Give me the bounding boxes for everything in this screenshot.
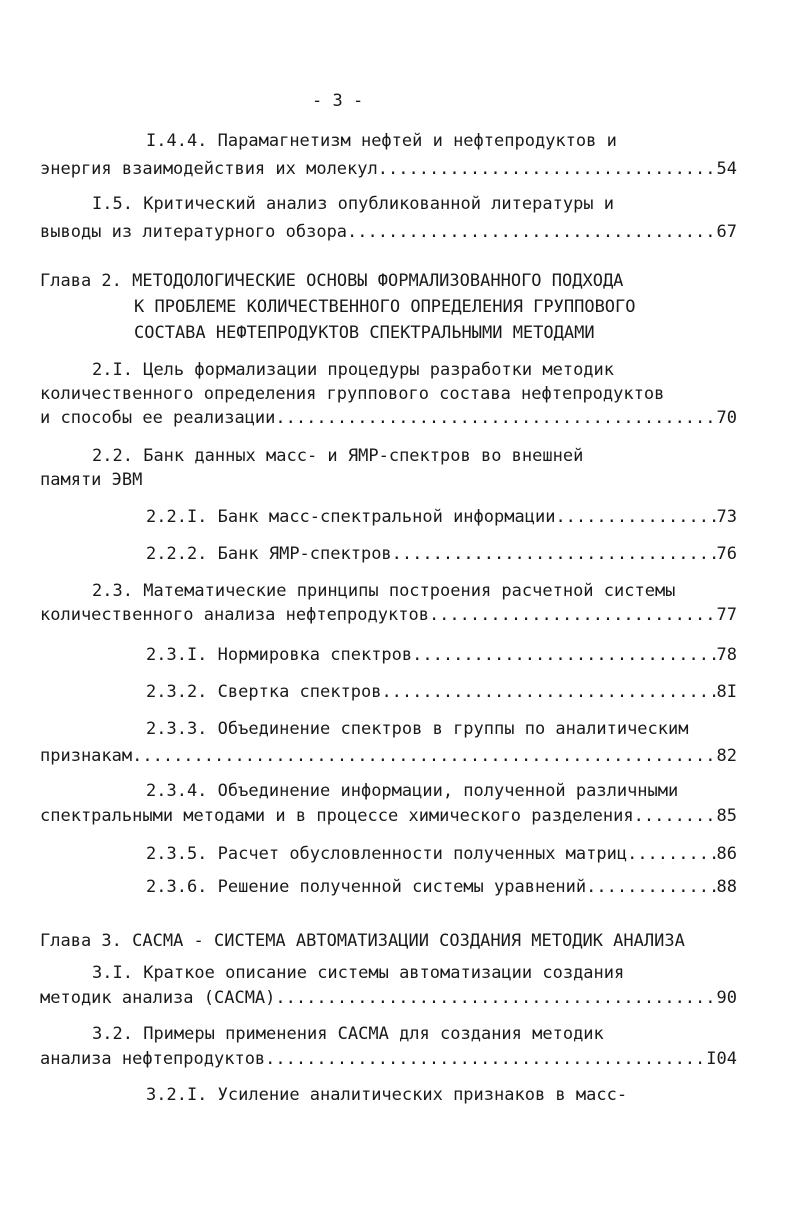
entry-number: 2.3.5. [146,844,208,864]
entry-number: 2.3.I. [146,645,208,665]
entry-number: 2.2.I. [146,507,208,527]
entry-page-number: I04 [706,1049,737,1069]
chapter-title-line: САСМА - СИСТЕМА АВТОМАТИЗАЦИИ СОЗДАНИЯ МЕТОДИК АНАЛИЗА [132,931,685,951]
toc-entry-1-5 [40,193,737,243]
entry-title-line: Математические принципы построения расчетной системы [143,581,676,601]
entry-title-line: Расчет обусловленности полученных матриц [217,844,628,864]
entry-title-line: спектральными методами и в процессе химического разделения [40,806,634,826]
chapter-title-line: К ПРОБЛЕМЕ КОЛИЧЕСТВЕННОГО ОПРЕДЕЛЕНИЯ ГРУППОВОГО [134,297,636,317]
entry-page-number: 78 [716,645,737,665]
toc-entry-2-2-2 [40,543,737,565]
entry-page-number: 86 [716,844,737,864]
entry-title-line: энергия взаимодействия их молекул [40,159,378,179]
toc-entry-2-3-5 [40,843,737,865]
toc-entry-2-3 [40,580,737,626]
entry-number: 2.3.3. [146,719,208,739]
entry-page-number: 76 [716,544,737,564]
entry-number: 3.2.I. [146,1085,208,1105]
entry-number: 2.I. [92,360,133,380]
entry-title-line: Примеры применения САСМА для создания методик [143,1024,604,1044]
entry-title-line: признакам [40,746,133,766]
entry-title-line: выводы из литературного обзора [40,222,348,242]
toc-entry-2-3-3 [40,718,737,767]
toc-entry-2-2-1 [40,506,737,528]
entry-title-line: Банк масс-спектральной информации [217,507,556,527]
entry-number: 3.I. [92,963,133,983]
entry-title-line: анализа нефтепродуктов [40,1049,266,1069]
entry-title-line: количественного анализа нефтепродуктов [40,605,429,625]
entry-page-number: 54 [716,159,737,179]
entry-page-number: 88 [716,877,737,897]
entry-number: 2.2. [92,446,133,466]
toc-entry-2-3-4 [40,780,737,827]
entry-title-line: и способы ее реализации [40,408,276,428]
entry-title-line: методик анализа (САСМА) [40,988,276,1008]
chapter-title-line: МЕТОДОЛОГИЧЕСКИЕ ОСНОВЫ ФОРМАЛИЗОВАННОГО ПОДХОДА [132,271,624,291]
entry-page-number: 67 [716,222,737,242]
entry-number: I.4.4. [146,131,208,151]
entry-title-line: Решение полученной системы уравнений [217,877,587,897]
entry-number: 2.3.2. [146,682,208,702]
chapter-label: Глава 2. [40,271,122,291]
entry-page-number: 73 [716,507,737,527]
entry-title-line: Нормировка спектров [217,645,413,665]
entry-title-line: Краткое описание системы автоматизации создания [143,963,625,983]
chapter-title-line: СОСТАВА НЕФТЕПРОДУКТОВ СПЕКТРАЛЬНЫМИ МЕТОДАМИ [134,323,595,343]
entry-page-number: 70 [716,408,737,428]
entry-title-line: Объединение спектров в группы по аналитическим [217,719,689,739]
toc-entry-2-2 [40,445,737,491]
entry-title-line: количественного определения группового состава нефтепродуктов [40,384,665,404]
toc-entry-2-3-6 [40,876,737,898]
toc-entry-2-3-2 [40,681,737,703]
toc-entry-1-4-4 [40,130,737,180]
chapter-label: Глава 3. [40,931,122,951]
entry-title-line: Цель формализации процедуры разработки методик [143,360,615,380]
entry-title-line: Парамагнетизм нефтей и нефтепродуктов и [217,131,617,151]
entry-title-line: Объединение информации, полученной различными [217,781,679,801]
toc-entry-2-3-1 [40,644,737,666]
entry-title-line: Критический анализ опубликованной литературы и [143,194,615,214]
entry-page-number: 77 [716,605,737,625]
toc-entry-3-2-1 [40,1084,737,1106]
toc-entry-2-1 [40,359,737,429]
toc-entry-3-2 [40,1023,737,1070]
entry-title-line: Свертка спектров [217,682,382,702]
entry-title-line: Банк ЯМР-спектров [217,544,392,564]
entry-number: 2.3.4. [146,781,208,801]
entry-page-number: 82 [716,746,737,766]
page-number: - 3 - [312,91,364,111]
toc-entry-3-1 [40,962,737,1009]
entry-page-number: 90 [716,988,737,1008]
entry-number: 3.2. [92,1024,133,1044]
entry-page-number: 8I [716,682,737,702]
entry-number: 2.3. [92,581,133,601]
entry-number: I.5. [92,194,133,214]
entry-title-line: Усиление аналитических признаков в масс- [217,1085,628,1105]
entry-page-number: 85 [716,806,737,826]
entry-number: 2.2.2. [146,544,208,564]
entry-number: 2.3.6. [146,877,208,897]
entry-title-line: памяти ЭВМ [40,470,143,490]
entry-title-line: Банк данных масс- и ЯМР-спектров во внешней [143,446,584,466]
